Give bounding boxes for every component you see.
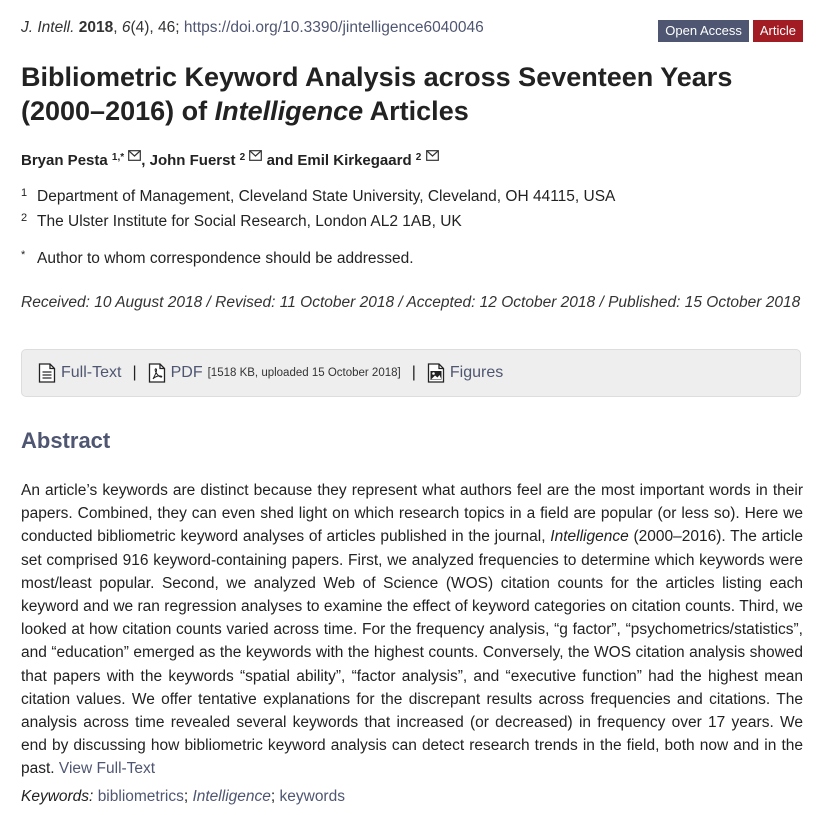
abstract-journal-italic: Intelligence: [550, 528, 629, 546]
doi-link[interactable]: https://doi.org/10.3390/jintelligence6040046: [183, 19, 484, 36]
figures-icon: [427, 363, 445, 383]
abstract-body-continued: (2000–2016). The article set comprised 916 keyword-containing papers. First, we analyzed frequencies to determine which keywords were most/least popular. Second, we analyzed Web of Science (WOS) citation counts for the articles listing each keyword and we ran regression analyses to examine the effect of keyword categories on citation counts. Third, we looked at how citation counts varied across time. For the frequency analysis, “g factor”, “psychometrics/statistics”, and “education” emerged as the keywords with the highest counts. Conversely, the WOS citation analysis showed that papers with the keywords “spatial ability”, “factor analysis”, and “executive function” had the highest mean citation values. We offer tentative explanations for the discrepant results across frequencies and citations. The analysis across time revealed several keywords that increased (or decreased) in frequency over 17 years. We end by discussing how bibliometric keyword analysis can detect research trends in the field, both now and in the past.: [21, 528, 803, 778]
keyword-link[interactable]: bibliometrics: [97, 788, 184, 805]
author-affiliation-sup: 1,*: [111, 152, 125, 163]
keywords-label: Keywords:: [21, 788, 94, 805]
author-affiliation-sup: 2: [415, 152, 422, 163]
keyword-separator: ;: [183, 788, 189, 805]
author-name[interactable]: and Emil Kirkegaard: [266, 152, 412, 169]
author-affiliation-sup: 2: [239, 152, 246, 163]
link-separator: |: [411, 364, 416, 381]
document-icon: [38, 363, 56, 383]
title-journal-italic: Intelligence: [214, 96, 364, 126]
download-links-bar: [21, 349, 801, 397]
journal-name: J. Intell.: [21, 19, 75, 36]
title-text-end: Articles: [363, 96, 469, 126]
title-text: Bibliometric Keyword Analysis across Seventeen Years (2000–2016) of: [21, 62, 733, 126]
open-access-badge[interactable]: Open Access: [658, 20, 749, 42]
keyword-separator: ;: [270, 788, 276, 805]
publication-dates: Received: 10 August 2018 / Revised: 11 October 2018 / Accepted: 12 October 2018 / Published: 15 October 2018: [21, 294, 801, 311]
keyword-link[interactable]: keywords: [279, 788, 345, 805]
article-type-badge: Article: [753, 20, 803, 42]
citation-year: 2018: [78, 19, 114, 36]
pdf-file-info: [1518 KB, uploaded 15 October 2018]: [207, 367, 401, 379]
affiliation-item: [21, 212, 462, 231]
email-icon[interactable]: [128, 150, 141, 161]
keyword-link[interactable]: Intelligence: [192, 788, 271, 805]
email-icon[interactable]: [426, 150, 439, 161]
affiliation-item: [21, 187, 615, 206]
abstract-heading: Abstract: [21, 428, 111, 453]
abstract-text: [21, 479, 803, 781]
author-list: [21, 150, 439, 169]
affiliation-text: The Ulster Institute for Social Research, London AL2 1AB, UK: [37, 213, 462, 230]
affiliation-number: 1: [21, 187, 28, 199]
article-badges: [658, 20, 803, 42]
author-name[interactable]: Bryan Pesta: [21, 152, 108, 169]
author-name[interactable]: , John Fuerst: [141, 152, 236, 169]
citation-line: J. Intell. 2018, 6(4), 46; https://doi.org/10.3390/jintelligence6040046: [21, 19, 484, 36]
affiliation-number: 2: [21, 212, 28, 224]
email-icon[interactable]: [249, 150, 262, 161]
view-fulltext-link[interactable]: View Full-Text: [58, 760, 156, 778]
figures-link[interactable]: Figures: [449, 364, 504, 381]
link-separator: |: [132, 364, 137, 381]
affiliation-text: Department of Management, Cleveland State University, Cleveland, OH 44115, USA: [37, 188, 616, 205]
correspondence-note: [21, 249, 414, 268]
article-title: [21, 60, 811, 128]
citation-issue-pages: (4), 46;: [130, 19, 180, 36]
abstract-body: An article’s keywords are distinct because they represent what authors feel are the most important words in their papers. Combined, they can even shed light on which research topics in a field are popular (or less so). Here we conducted bibliometric keyword analyses of articles published in the journal,: [21, 482, 803, 546]
pdf-link[interactable]: PDF: [170, 364, 203, 381]
keywords-line: [21, 788, 345, 806]
fulltext-link[interactable]: Full-Text: [61, 364, 122, 381]
correspondence-text: Author to whom correspondence should be addressed.: [37, 250, 414, 267]
affiliation-number: *: [21, 249, 26, 261]
citation-volume: 6: [121, 19, 131, 36]
pdf-icon: [148, 363, 166, 383]
